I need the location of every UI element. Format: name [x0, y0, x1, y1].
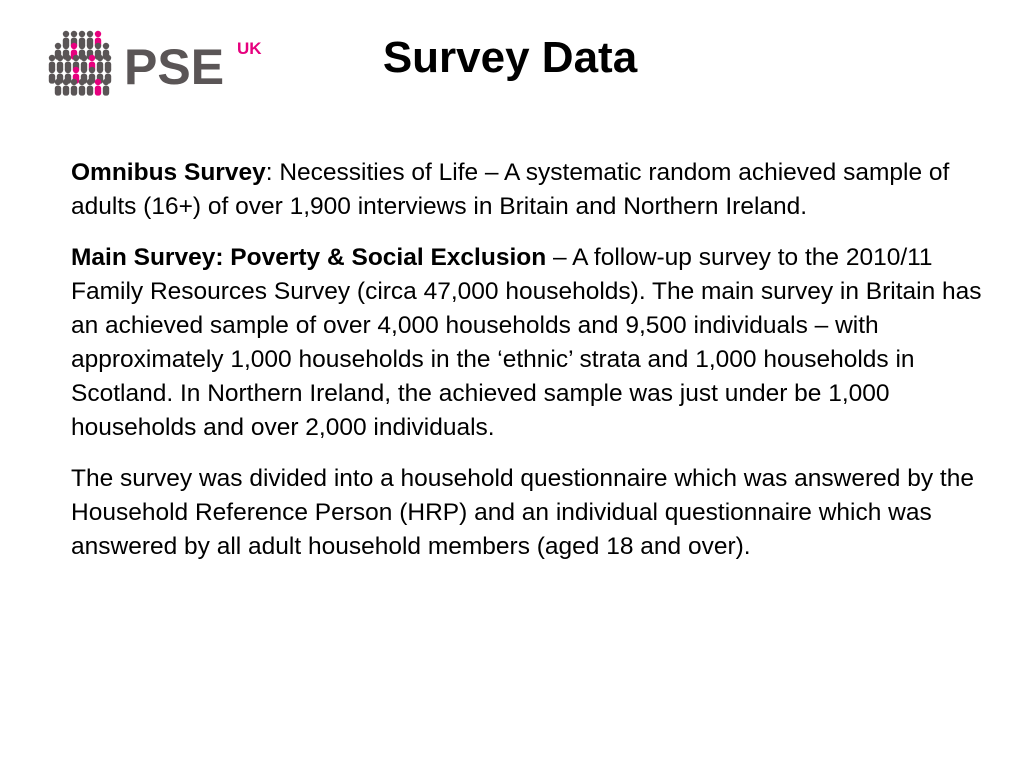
- paragraph-text: – A follow-up survey to the 2010/11 Family Resources Survey (circa 47,000 households). The main survey in Britain has an achieved sample of over 4,000 households and 9,500 individuals – with approximately 1,000 households in the ‘ethnic’ strata and 1,000 households in Scotland. In Northern Ireland, the achieved sample was just under be 1,000 households and over 2,000 individuals.: [71, 244, 982, 441]
- crowd-person-head: [49, 55, 55, 61]
- page-title: Survey Data: [382, 33, 638, 82]
- paragraph-text: : Necessities of Life – A systematic random achieved sample of adults (16+) of over 1,900 interviews in Britain and Northern Ireland.: [71, 159, 950, 220]
- crowd-person-head: [65, 55, 71, 61]
- crowd-person-body: [71, 86, 77, 96]
- crowd-person-head: [97, 55, 103, 61]
- crowd-person-head: [95, 79, 101, 85]
- crowd-person-head: [81, 67, 87, 73]
- paragraph-lead: Main Survey: Poverty & Social Exclusion: [71, 244, 547, 271]
- paragraph-questionnaire: [71, 462, 986, 564]
- crowd-person-head: [71, 43, 77, 49]
- crowd-person-head: [103, 79, 109, 85]
- paragraph-lead: Omnibus Survey: [71, 159, 266, 186]
- crowd-person-head: [55, 79, 61, 85]
- logo-superscript-text: UK: [237, 39, 262, 58]
- crowd-person-head: [49, 67, 55, 73]
- pse-uk-logo: [44, 24, 274, 104]
- crowd-person-head: [89, 55, 95, 61]
- crowd-person-head: [57, 67, 63, 73]
- crowd-person-head: [81, 55, 87, 61]
- crowd-person-head: [87, 79, 93, 85]
- logo-brand-text: PSE: [124, 39, 225, 95]
- crowd-person-head: [55, 43, 61, 49]
- crowd-person-head: [71, 31, 77, 37]
- crowd-person-body: [79, 86, 85, 96]
- crowd-person-head: [87, 43, 93, 49]
- crowd-person-head: [79, 43, 85, 49]
- crowd-person-head: [71, 79, 77, 85]
- crowd-person-body: [103, 86, 109, 96]
- paragraph-text: The survey was divided into a household questionnaire which was answered by the Household Reference Person (HRP) and an individual questionnaire which was answered by all adult household members (aged 18 and over).: [71, 465, 974, 560]
- crowd-person-head: [95, 43, 101, 49]
- paragraph-omnibus: [71, 156, 986, 224]
- crowd-person-head: [73, 55, 79, 61]
- crowd-person-head: [63, 43, 69, 49]
- crowd-person-head: [63, 79, 69, 85]
- crowd-person-head: [95, 31, 101, 37]
- crowd-person-head: [57, 55, 63, 61]
- crowd-person-head: [97, 67, 103, 73]
- crowd-person-head: [105, 55, 111, 61]
- crowd-person-head: [89, 67, 95, 73]
- crowd-person-head: [73, 67, 79, 73]
- crowd-person-head: [105, 67, 111, 73]
- crowd-person-body: [55, 86, 61, 96]
- crowd-person-body: [87, 86, 93, 96]
- crowd-person-body: [95, 86, 101, 96]
- crowd-person-body: [63, 86, 69, 96]
- crowd-person-head: [87, 31, 93, 37]
- people-crowd-icon: [44, 24, 274, 104]
- paragraph-main-survey: [71, 241, 986, 445]
- crowd-person-body: [49, 74, 55, 84]
- crowd-person-head: [65, 67, 71, 73]
- crowd-person-head: [63, 31, 69, 37]
- crowd-person-head: [79, 79, 85, 85]
- slide-body: [71, 156, 986, 581]
- crowd-person-head: [79, 31, 85, 37]
- crowd-person-head: [103, 43, 109, 49]
